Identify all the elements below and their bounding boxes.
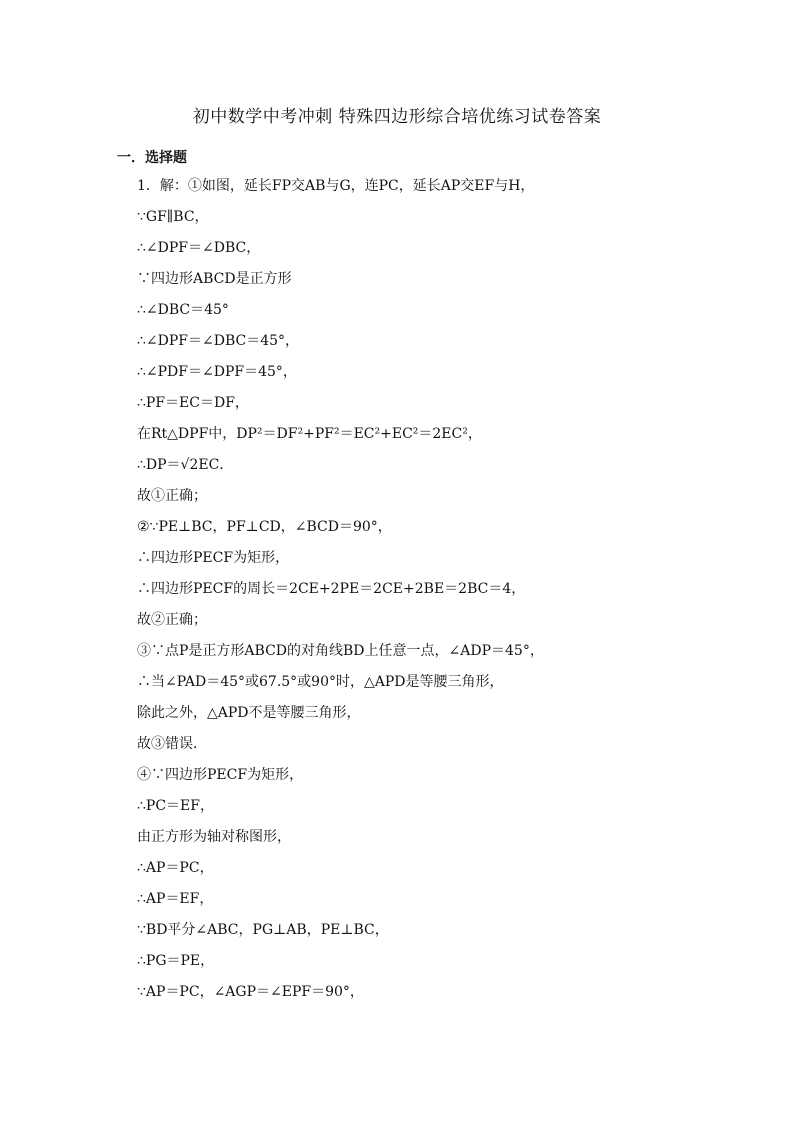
- text-line: 1．解：①如图，延长FP交AB与G，连PC，延长AP交EF与H，: [137, 178, 535, 194]
- text-line: ∵BD平分∠ABC，PG⊥AB，PE⊥BC，: [137, 922, 389, 938]
- text-line: ∴四边形PECF为矩形，: [137, 550, 290, 566]
- text-line: ∴当∠PAD＝45°或67.5°或90°时，△APD是等腰三角形，: [137, 674, 504, 690]
- document-title: 初中数学中考冲刺 特殊四边形综合培优练习试卷答案: [192, 107, 602, 127]
- text-line: ④∵四边形PECF为矩形，: [137, 767, 304, 783]
- text-line: ∴四边形PECF的周长＝2CE+2PE＝2CE+2BE＝2BC＝4，: [137, 581, 526, 597]
- text-line: ∴AP＝PC，: [137, 860, 214, 876]
- text-line: ∴∠PDF＝∠DPF＝45°，: [137, 364, 297, 380]
- text-line: 在Rt△DPF中，DP²＝DF²+PF²＝EC²+EC²＝2EC²，: [137, 426, 482, 442]
- text-line: ∴DP＝√2EC．: [137, 457, 234, 473]
- text-line: 故②正确；: [137, 612, 207, 628]
- text-line: 故①正确；: [137, 488, 207, 504]
- text-line: ∴∠DPF＝∠DBC，: [137, 240, 261, 256]
- text-line: ③∵点P是正方形ABCD的对角线BD上任意一点，∠ADP＝45°，: [137, 643, 544, 659]
- text-line: ∴PC＝EF，: [137, 798, 214, 814]
- section-heading: 一．选择题: [117, 150, 187, 166]
- text-line: ②∵PE⊥BC，PF⊥CD，∠BCD＝90°，: [137, 519, 392, 535]
- text-line: ∵四边形ABCD是正方形: [137, 271, 292, 287]
- text-line: ∵AP＝PC，∠AGP＝∠EPF＝90°，: [137, 984, 364, 1000]
- text-line: ∴∠DPF＝∠DBC＝45°，: [137, 333, 300, 349]
- text-line: ∴PF＝EC＝DF，: [137, 395, 249, 411]
- text-line: 由正方形为轴对称图形，: [137, 829, 291, 845]
- text-line: ∴PG＝PE，: [137, 953, 215, 969]
- text-line: 除此之外，△APD不是等腰三角形，: [137, 705, 361, 721]
- text-line: ∴AP＝EF，: [137, 891, 214, 907]
- text-line: ∴∠DBC＝45°: [137, 302, 229, 318]
- text-line: ∵GF∥BC，: [137, 209, 209, 225]
- solution-text: [137, 177, 757, 1014]
- text-line: 故③错误．: [137, 736, 207, 752]
